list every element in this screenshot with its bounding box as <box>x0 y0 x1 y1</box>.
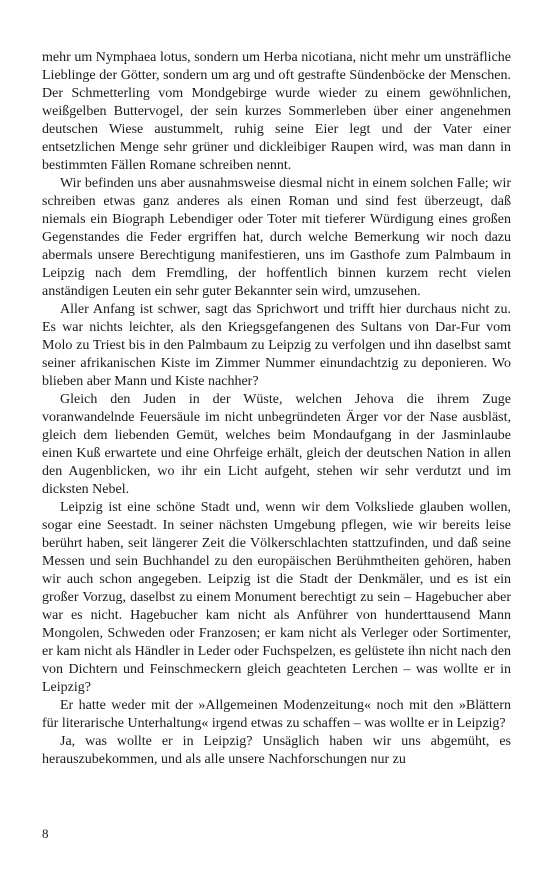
paragraph-5: Leipzig ist eine schöne Stadt und, wenn wir dem Volksliede glauben wollen, sogar eine Seestadt. In seiner nächsten Umgebung pflegen, wie wir bereits leise berührt haben, seit längerer Zeit die Völkerschlachten stattzufinden, und daß seine Messen und sein Buchhandel zu den europäischen Berühmtheiten gehören, haben wir auch schon angegeben. Leipzig ist die Stadt der Denkmäler, und es ist ein großer Vorzug, daselbst zu einem Monument berechtigt zu sein – Hagebucher aber war es nicht. Hagebucher kam nicht als Anführer von hunderttausend Mann Mongolen, Schweden oder Franzosen; er kam nicht als Verleger oder Sortimenter, er kam nicht als Händler in Leder oder Fuchspelzen, es gelüstete ihn nicht nach den von Dichtern und Feinschmeckern gleich geachteten Lerchen – was wollte er in Leipzig? <box>42 500 511 695</box>
paragraph-1: mehr um Nymphaea lotus, sondern um Herba nicotiana, nicht mehr um unsträfliche Lieblinge der Götter, sondern um arg und oft gestrafte Sündenböcke der Menschen. Der Schmetterling vom Mondgebirge wurde wieder zu einem gewöhnlichen, weißgelben Buttervogel, der sein kurzes Sommerleben über einer angenehmen deutschen Wiese austummelt, ruhig seine Eier legt und der Vater einer entsetzlichen Menge sehr grüner und dickleibiger Raupen wird, was man dann in bestimmten Fällen Romane schreiben nennt. <box>42 50 511 173</box>
paragraph-2: Wir befinden uns aber ausnahmsweise diesmal nicht in einem solchen Falle; wir schreiben etwas ganz anderes als einen Roman und sind fest überzeugt, daß niemals ein Biograph Lebendiger oder Toter mit tieferer Würdigung eines großen Gegenstandes die Feder ergriffen hat, durch welche Bemerkung wir noch dazu abermals unsere Berechtigung manifestieren, uns im Gasthofe zum Palmbaum in Leipzig nach dem Fremdling, der hoffentlich binnen kurzem recht vielen anständigen Leuten ein sehr guter Bekannter sein wird, umzusehen. <box>42 176 511 299</box>
body-text <box>42 49 511 769</box>
paragraph-7: Ja, was wollte er in Leipzig? Unsäglich haben wir uns abgemüht, es herauszubekommen, und als alle unsere Nachforschungen nur zu <box>42 734 511 767</box>
paragraph-6: Er hatte weder mit der »Allgemeinen Modenzeitung« noch mit den »Blättern für literarische Unterhaltung« irgend etwas zu schaffen – was wollte er in Leipzig? <box>42 698 511 731</box>
page-number: 8 <box>42 826 49 841</box>
paragraph-4: Gleich den Juden in der Wüste, welchen Jehova die ihrem Zuge voranwandelnde Feuersäule im nicht unbegründeten Ärger vor der Nase ausbläst, gleich dem liebenden Gemüt, welches beim Mondaufgang in der Jasminlaube einen Kuß erwartete und eine Ohrfeige erhält, gleich der deutschen Nation in allen den Augenblicken, wo ihr ein Licht aufgeht, stehen wir sehr verdutzt und im dicksten Nebel. <box>42 392 511 497</box>
paragraph-3: Aller Anfang ist schwer, sagt das Sprichwort und trifft hier durchaus nicht zu. Es war nichts leichter, als den Kriegsgefangenen des Sultans von Dar-Fur vom Molo zu Triest bis in den Palmbaum zu Leipzig zu verfolgen und ihn daselbst samt seiner afrikanischen Kiste im Zimmer Nummer einundachtzig zu deponieren. Wo blieben aber Mann und Kiste nachher? <box>42 302 511 389</box>
